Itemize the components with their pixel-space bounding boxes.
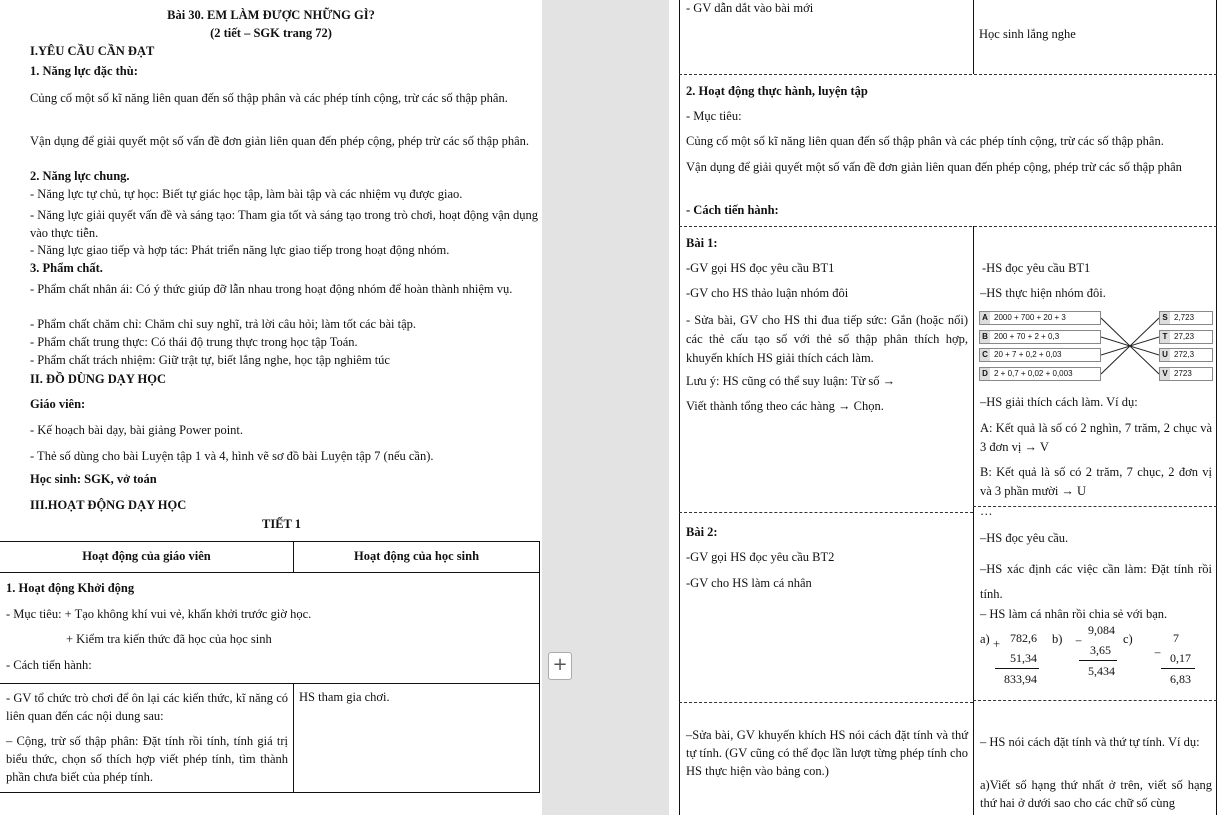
row-separator xyxy=(973,506,1217,507)
column-result: 5,434 xyxy=(1088,664,1115,678)
list-item: - Phẩm chất trách nhiệm: Giữ trật tự, biết lắng nghe, học tập nghiêm túc xyxy=(30,353,390,367)
table-cell: – HS làm cá nhân rồi chia sẻ với bạn. xyxy=(980,607,1168,621)
match-card-right: T 27,23 xyxy=(1159,330,1213,344)
table-cell: –HS đọc yêu cầu. xyxy=(980,531,1069,545)
subsection-heading: 2. Năng lực chung. xyxy=(30,169,130,183)
list-item: - Phẩm chất trung thực: Có thái độ trung thực trong học tập Toán. xyxy=(30,335,358,349)
column-operand: 782,6 xyxy=(1010,631,1037,645)
calc-label: c) xyxy=(1123,632,1133,646)
section-heading: II. ĐỒ DÙNG DẠY HỌC xyxy=(30,372,166,386)
result-line xyxy=(1079,660,1117,661)
table-border xyxy=(0,541,540,542)
table-cell: -GV gọi HS đọc yêu cầu BT1 xyxy=(686,261,835,275)
column-result: 6,83 xyxy=(1170,672,1191,686)
list-item: - Thẻ số dùng cho bài Luyện tập 1 và 4, hình vẽ sơ đồ bài Luyện tập 7 (nếu cần). xyxy=(30,449,434,463)
row-separator xyxy=(679,702,973,703)
table-border xyxy=(0,683,540,684)
add-row-button[interactable]: + xyxy=(548,652,572,680)
table-border xyxy=(973,0,974,74)
section-heading: III.HOẠT ĐỘNG DẠY HỌC xyxy=(30,498,187,512)
operator-sign: − xyxy=(1075,634,1083,648)
row-separator xyxy=(973,700,1217,701)
operator-sign: − xyxy=(1154,646,1162,660)
activity-heading: 1. Hoạt động Khởi động xyxy=(6,581,135,595)
document-page-right xyxy=(669,0,1220,815)
matching-lines xyxy=(1101,311,1159,383)
list-item: - Phẩm chất nhân ái: Có ý thức giúp đỡ lẫn nhau trong hoạt động nhóm để hoàn thành nhiệm vụ. xyxy=(30,282,513,296)
table-cell: –Sửa bài, GV khuyến khích HS nói cách đặt tính và thứ tự tính. (GV cũng có thể đọc lần lượt từng phép tính cho HS thực hiện vào bảng con.) xyxy=(686,728,968,778)
paragraph: Củng cố một số kĩ năng liên quan đến số thập phân và các phép tính cộng, trừ các số thập phân. xyxy=(686,134,1164,148)
list-item: - Mục tiêu: xyxy=(686,109,742,123)
table-cell: -GV gọi HS đọc yêu cầu BT2 xyxy=(686,550,835,564)
row-separator xyxy=(679,512,973,513)
table-border xyxy=(1216,0,1217,815)
subsection-heading: 1. Năng lực đặc thù: xyxy=(30,64,138,78)
column-operand: 0,17 xyxy=(1170,651,1191,665)
column-operand: 51,34 xyxy=(1010,651,1037,665)
calc-label: a) xyxy=(980,632,990,646)
table-cell: Lưu ý: HS cũng có thể suy luận: Từ số → xyxy=(686,374,896,388)
match-card-right: S 2,723 xyxy=(1159,311,1213,325)
table-cell: B: Kết quả là số có 2 trăm, 7 chục, 2 đơn vị và 3 phần mười → U xyxy=(980,465,1212,498)
match-card-right: V 2723 xyxy=(1159,367,1213,381)
table-cell: HS tham gia chơi. xyxy=(299,690,390,704)
paragraph: Vận dụng để giải quyết một số vấn đề đơn giản liên quan đến phép cộng, phép trừ các số thập phân. xyxy=(30,134,530,148)
table-cell: - GV dẫn dắt vào bài mới xyxy=(686,1,814,15)
table-cell: –HS thực hiện nhóm đôi. xyxy=(980,286,1106,300)
match-card-left: B 200 + 70 + 2 + 0,3 xyxy=(979,330,1101,344)
match-card-left: D 2 + 0,7 + 0,02 + 0,003 xyxy=(979,367,1101,381)
list-item: - Cách tiến hành: xyxy=(686,203,779,217)
activity-heading: 2. Hoạt động thực hành, luyện tập xyxy=(686,84,868,98)
table-cell: - GV tổ chức trò chơi để ôn lại các kiến thức, kĩ năng có liên quan đến các nội dung sau: xyxy=(6,691,288,723)
table-header-teacher: Hoạt động của giáo viên xyxy=(82,549,211,563)
table-cell: – HS nói cách đặt tính và thứ tự tính. Ví dụ: xyxy=(980,735,1200,749)
table-border xyxy=(293,683,294,793)
table-border xyxy=(0,572,540,573)
subsection-heading: 3. Phẩm chất. xyxy=(30,261,103,275)
table-cell: -GV cho HS thảo luận nhóm đôi xyxy=(686,286,849,300)
table-border xyxy=(539,541,540,793)
document-page-left xyxy=(0,0,542,815)
result-line xyxy=(1161,668,1195,669)
period-heading: TIẾT 1 xyxy=(262,517,302,531)
paragraph: Học sinh: SGK, vở toán xyxy=(30,472,157,486)
table-cell: –HS giải thích cách làm. Ví dụ: xyxy=(980,395,1138,409)
column-operand: 9,084 xyxy=(1088,623,1115,637)
lesson-subtitle: (2 tiết – SGK trang 72) xyxy=(210,26,332,40)
table-cell: … xyxy=(980,504,993,518)
column-operand: 3,65 xyxy=(1090,643,1111,657)
operator-sign: + xyxy=(993,637,1001,651)
lesson-title: Bài 30. EM LÀM ĐƯỢC NHỮNG GÌ? xyxy=(167,8,375,22)
list-item: - Kế hoạch bài dạy, bài giảng Power point. xyxy=(30,423,244,437)
match-card-left: C 20 + 7 + 0,2 + 0,03 xyxy=(979,348,1101,362)
list-item: - Năng lực giao tiếp và hợp tác: Phát triển năng lực giao tiếp trong hoạt động nhóm. xyxy=(30,243,450,257)
table-cell: -HS đọc yêu cầu BT1 xyxy=(982,261,1091,275)
list-item: - Năng lực tự chủ, tự học: Biết tự giác học tập, làm bài tập và các nhiệm vụ được giao. xyxy=(30,187,463,201)
column-result: 833,94 xyxy=(1004,672,1037,686)
result-line xyxy=(995,668,1039,669)
exercise-heading: Bài 2: xyxy=(686,525,718,539)
table-header-student: Hoạt động của học sinh xyxy=(353,549,480,563)
paragraph: Củng cố một số kĩ năng liên quan đến số thập phân và các phép tính cộng, trừ các số thập phân. xyxy=(30,91,508,105)
paragraph: Vận dụng để giải quyết một số vấn đề đơn giản liên quan đến phép cộng, phép trừ các số thập phân xyxy=(686,160,1182,174)
calc-label: b) xyxy=(1052,632,1063,646)
table-cell: a)Viết số hạng thứ nhất ở trên, viết số hạng thứ hai ở dưới sao cho các chữ số cùng xyxy=(980,778,1212,810)
match-card-left: A 2000 + 700 + 20 + 3 xyxy=(979,311,1101,325)
table-border xyxy=(973,226,974,815)
table-cell: A: Kết quả là số có 2 nghìn, 7 trăm, 2 chục và 3 đơn vị → V xyxy=(980,421,1212,454)
list-item: - Phẩm chất chăm chỉ: Chăm chỉ suy nghĩ, trả lời câu hỏi; làm tốt các bài tập. xyxy=(30,317,417,331)
table-cell: - Sửa bài, GV cho HS thi đua tiếp sức: Gắn (hoặc nối) các thẻ cấu tạo số với thẻ số thập phân thích hợp, khuyến khích HS giải thích cách làm. xyxy=(686,313,968,365)
subsection-heading: Giáo viên: xyxy=(30,397,86,411)
row-separator xyxy=(679,226,1217,227)
table-cell: Học sinh lắng nghe xyxy=(979,27,1076,41)
match-card-right: U 272,3 xyxy=(1159,348,1213,362)
section-heading: I.YÊU CẦU CẦN ĐẠT xyxy=(30,44,155,58)
table-border xyxy=(0,792,540,793)
table-border xyxy=(679,0,680,815)
list-item: - Cách tiến hành: xyxy=(6,658,92,672)
row-separator xyxy=(679,74,1217,75)
column-operand: 7 xyxy=(1173,631,1179,645)
list-item: - Mục tiêu: + Tạo không khí vui vẻ, khấn khởi trước giờ học. xyxy=(6,607,312,621)
table-cell: –HS xác định các việc cần làm: Đặt tính rồi tính. xyxy=(980,562,1212,601)
table-cell: Viết thành tổng theo các hàng → Chọn. xyxy=(686,399,884,413)
table-cell: -GV cho HS làm cá nhân xyxy=(686,576,812,590)
list-item: + Kiểm tra kiến thức đã học của học sinh xyxy=(66,632,272,646)
exercise-heading: Bài 1: xyxy=(686,236,718,250)
table-cell: – Cộng, trừ số thập phân: Đặt tính rồi tính, tính giá trị biểu thức, chọn số thích hợp viết phép tính, tìm thành phần chưa biết của phép tính. xyxy=(6,734,288,784)
list-item: - Năng lực giải quyết vấn đề và sáng tạo: Tham gia tốt và sáng tạo trong trò chơi, hoạt động vận dụng vào thực tiễn. xyxy=(30,208,538,240)
